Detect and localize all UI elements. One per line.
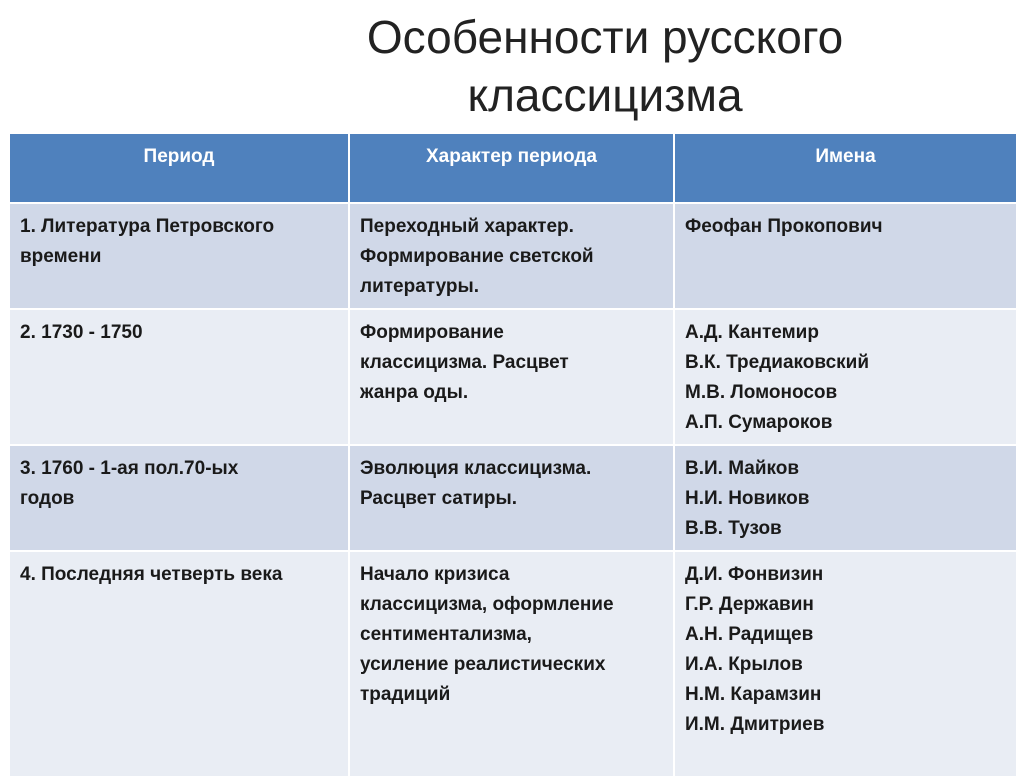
character-text: традиций — [360, 684, 451, 705]
period-text: годов — [20, 488, 75, 509]
character-text: классицизма, оформление — [360, 594, 614, 615]
character-cell — [349, 309, 674, 445]
period-text: 3. 1760 - 1-ая пол.70-ых — [20, 458, 239, 479]
character-text: литературы. — [360, 276, 480, 297]
period-cell — [9, 309, 349, 445]
author-name: И.А. Крылов — [685, 654, 803, 675]
names-cell — [674, 203, 1017, 309]
table-row — [9, 551, 1017, 777]
author-name: В.В. Тузов — [685, 518, 782, 539]
author-name: Н.М. Карамзин — [685, 684, 822, 705]
literature-periods-table — [8, 132, 1018, 778]
slide-title-line-1: Особенности русского — [366, 11, 844, 63]
author-name: В.И. Майков — [685, 458, 800, 479]
character-cell — [349, 445, 674, 551]
character-text: Формирование светской — [360, 246, 594, 267]
character-text: Переходный характер. — [360, 216, 574, 237]
header-names: Имена — [674, 133, 1017, 203]
slide-title-line-2: классицизма — [467, 69, 743, 121]
author-name: Д.И. Фонвизин — [685, 564, 824, 585]
names-cell — [674, 445, 1017, 551]
character-cell — [349, 551, 674, 777]
author-name: А.Н. Радищев — [685, 624, 814, 645]
character-text: усиление реалистических — [360, 654, 606, 675]
table-header-row — [9, 133, 1017, 203]
header-period: Период — [9, 133, 349, 203]
character-text: сентиментализма, — [360, 624, 532, 645]
table-row — [9, 309, 1017, 445]
table-row — [9, 203, 1017, 309]
names-cell — [674, 551, 1017, 777]
character-text: Расцвет сатиры. — [360, 488, 518, 509]
period-cell — [9, 551, 349, 777]
author-name: А.Д. Кантемир — [685, 322, 819, 343]
character-text: Начало кризиса — [360, 564, 510, 585]
header-character: Характер периода — [349, 133, 674, 203]
author-name: В.К. Тредиаковский — [685, 352, 870, 373]
character-text: Эволюция классицизма. — [360, 458, 592, 479]
author-name: А.П. Сумароков — [685, 412, 833, 433]
period-cell — [9, 203, 349, 309]
character-text: классицизма. Расцвет — [360, 352, 569, 373]
period-text: 2. 1730 - 1750 — [20, 322, 143, 343]
character-cell — [349, 203, 674, 309]
author-name: И.М. Дмитриев — [685, 714, 825, 735]
table-row — [9, 445, 1017, 551]
character-text: жанра оды. — [360, 382, 469, 403]
period-text: времени — [20, 246, 102, 267]
slide-title — [250, 8, 960, 124]
character-text: Формирование — [360, 322, 504, 343]
author-name: Феофан Прокопович — [685, 216, 883, 237]
author-name: Н.И. Новиков — [685, 488, 810, 509]
author-name: М.В. Ломоносов — [685, 382, 838, 403]
period-text: 1. Литература Петровского — [20, 216, 275, 237]
period-text: 4. Последняя четверть века — [20, 564, 283, 585]
period-cell — [9, 445, 349, 551]
author-name: Г.Р. Державин — [685, 594, 814, 615]
names-cell — [674, 309, 1017, 445]
